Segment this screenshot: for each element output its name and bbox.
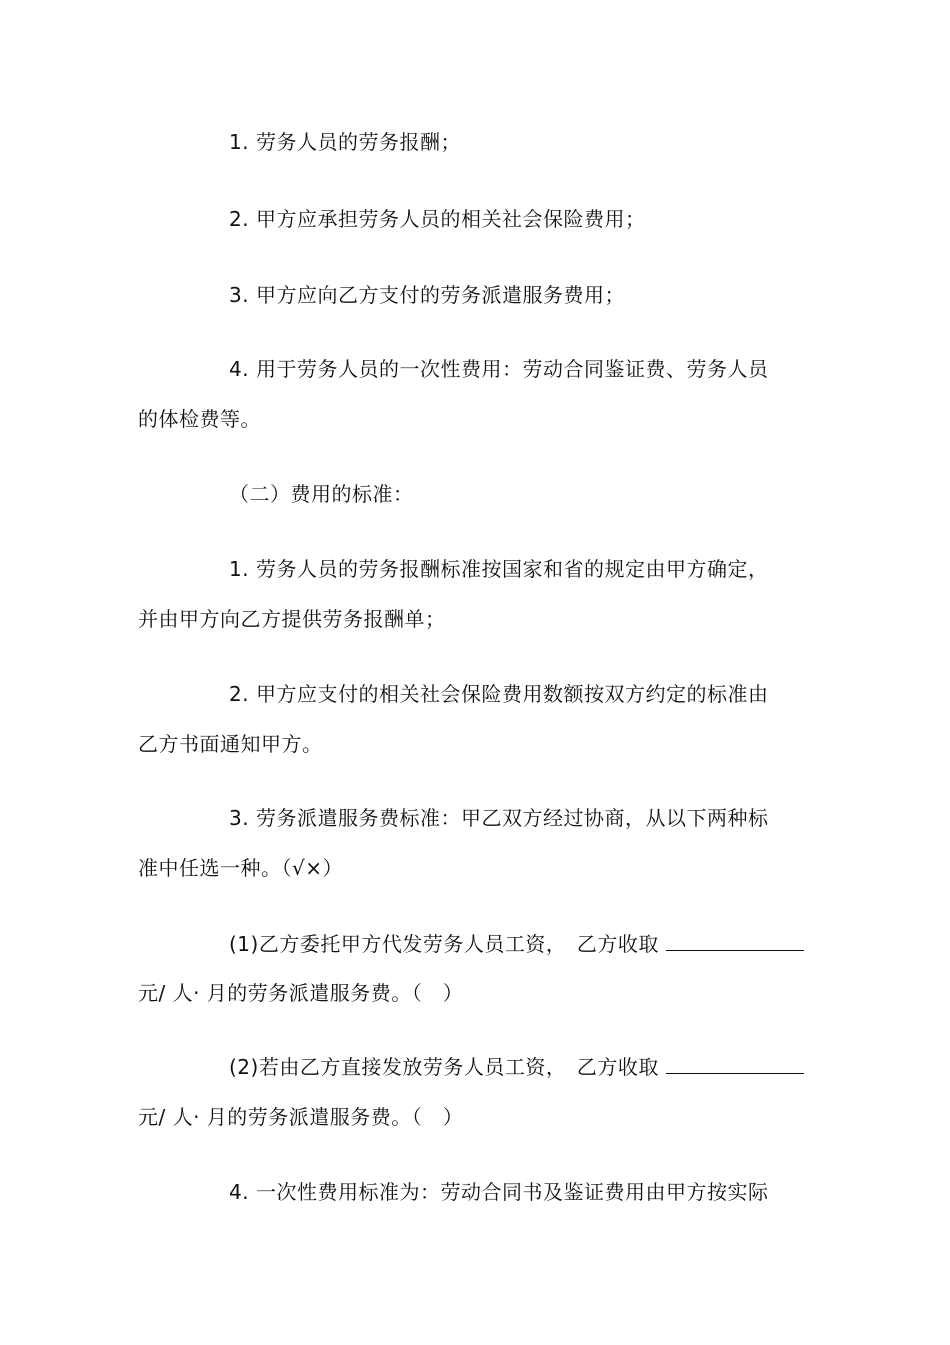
- section-heading: （二）费用的标准：: [229, 482, 414, 506]
- option-2-amount-blank[interactable]: [666, 1053, 804, 1074]
- option-2-text-cont: 元/ 人· 月的劳务派遣服务费。（ ）: [138, 1105, 464, 1129]
- item-4-text: 4. 用于劳务人员的一次性费用：劳动合同鉴证费、劳务人员: [229, 357, 769, 381]
- item-4-text-cont: 的体检费等。: [138, 407, 261, 431]
- option-1-text-cont: 元/ 人· 月的劳务派遣服务费。（ ）: [138, 981, 464, 1005]
- standard-3-text-cont: 准中任选一种。（√×）: [138, 856, 344, 880]
- option-2-text: [229, 1053, 804, 1081]
- item-1-text: 1. 劳务人员的劳务报酬；: [229, 130, 461, 154]
- standard-3-text: 3. 劳务派遣服务费标准：甲乙双方经过协商，从以下两种标: [229, 806, 769, 830]
- option-1-label: (1)乙方委托甲方代发劳务人员工资， 乙方收取: [229, 932, 659, 956]
- option-1-amount-blank[interactable]: [666, 930, 804, 951]
- standard-1-text-cont: 并由甲方向乙方提供劳务报酬单；: [138, 607, 446, 631]
- standard-4-text: 4. 一次性费用标准为：劳动合同书及鉴证费用由甲方按实际: [229, 1180, 769, 1204]
- standard-1-text: 1. 劳务人员的劳务报酬标准按国家和省的规定由甲方确定，: [229, 557, 769, 581]
- standard-2-text-cont: 乙方书面通知甲方。: [138, 732, 323, 756]
- item-2-text: 2. 甲方应承担劳务人员的相关社会保险费用；: [229, 207, 646, 231]
- item-3-text: 3. 甲方应向乙方支付的劳务派遣服务费用；: [229, 283, 625, 307]
- option-1-text: [229, 930, 804, 958]
- standard-2-text: 2. 甲方应支付的相关社会保险费用数额按双方约定的标准由: [229, 682, 769, 706]
- option-2-label: (2)若由乙方直接发放劳务人员工资， 乙方收取: [229, 1055, 659, 1079]
